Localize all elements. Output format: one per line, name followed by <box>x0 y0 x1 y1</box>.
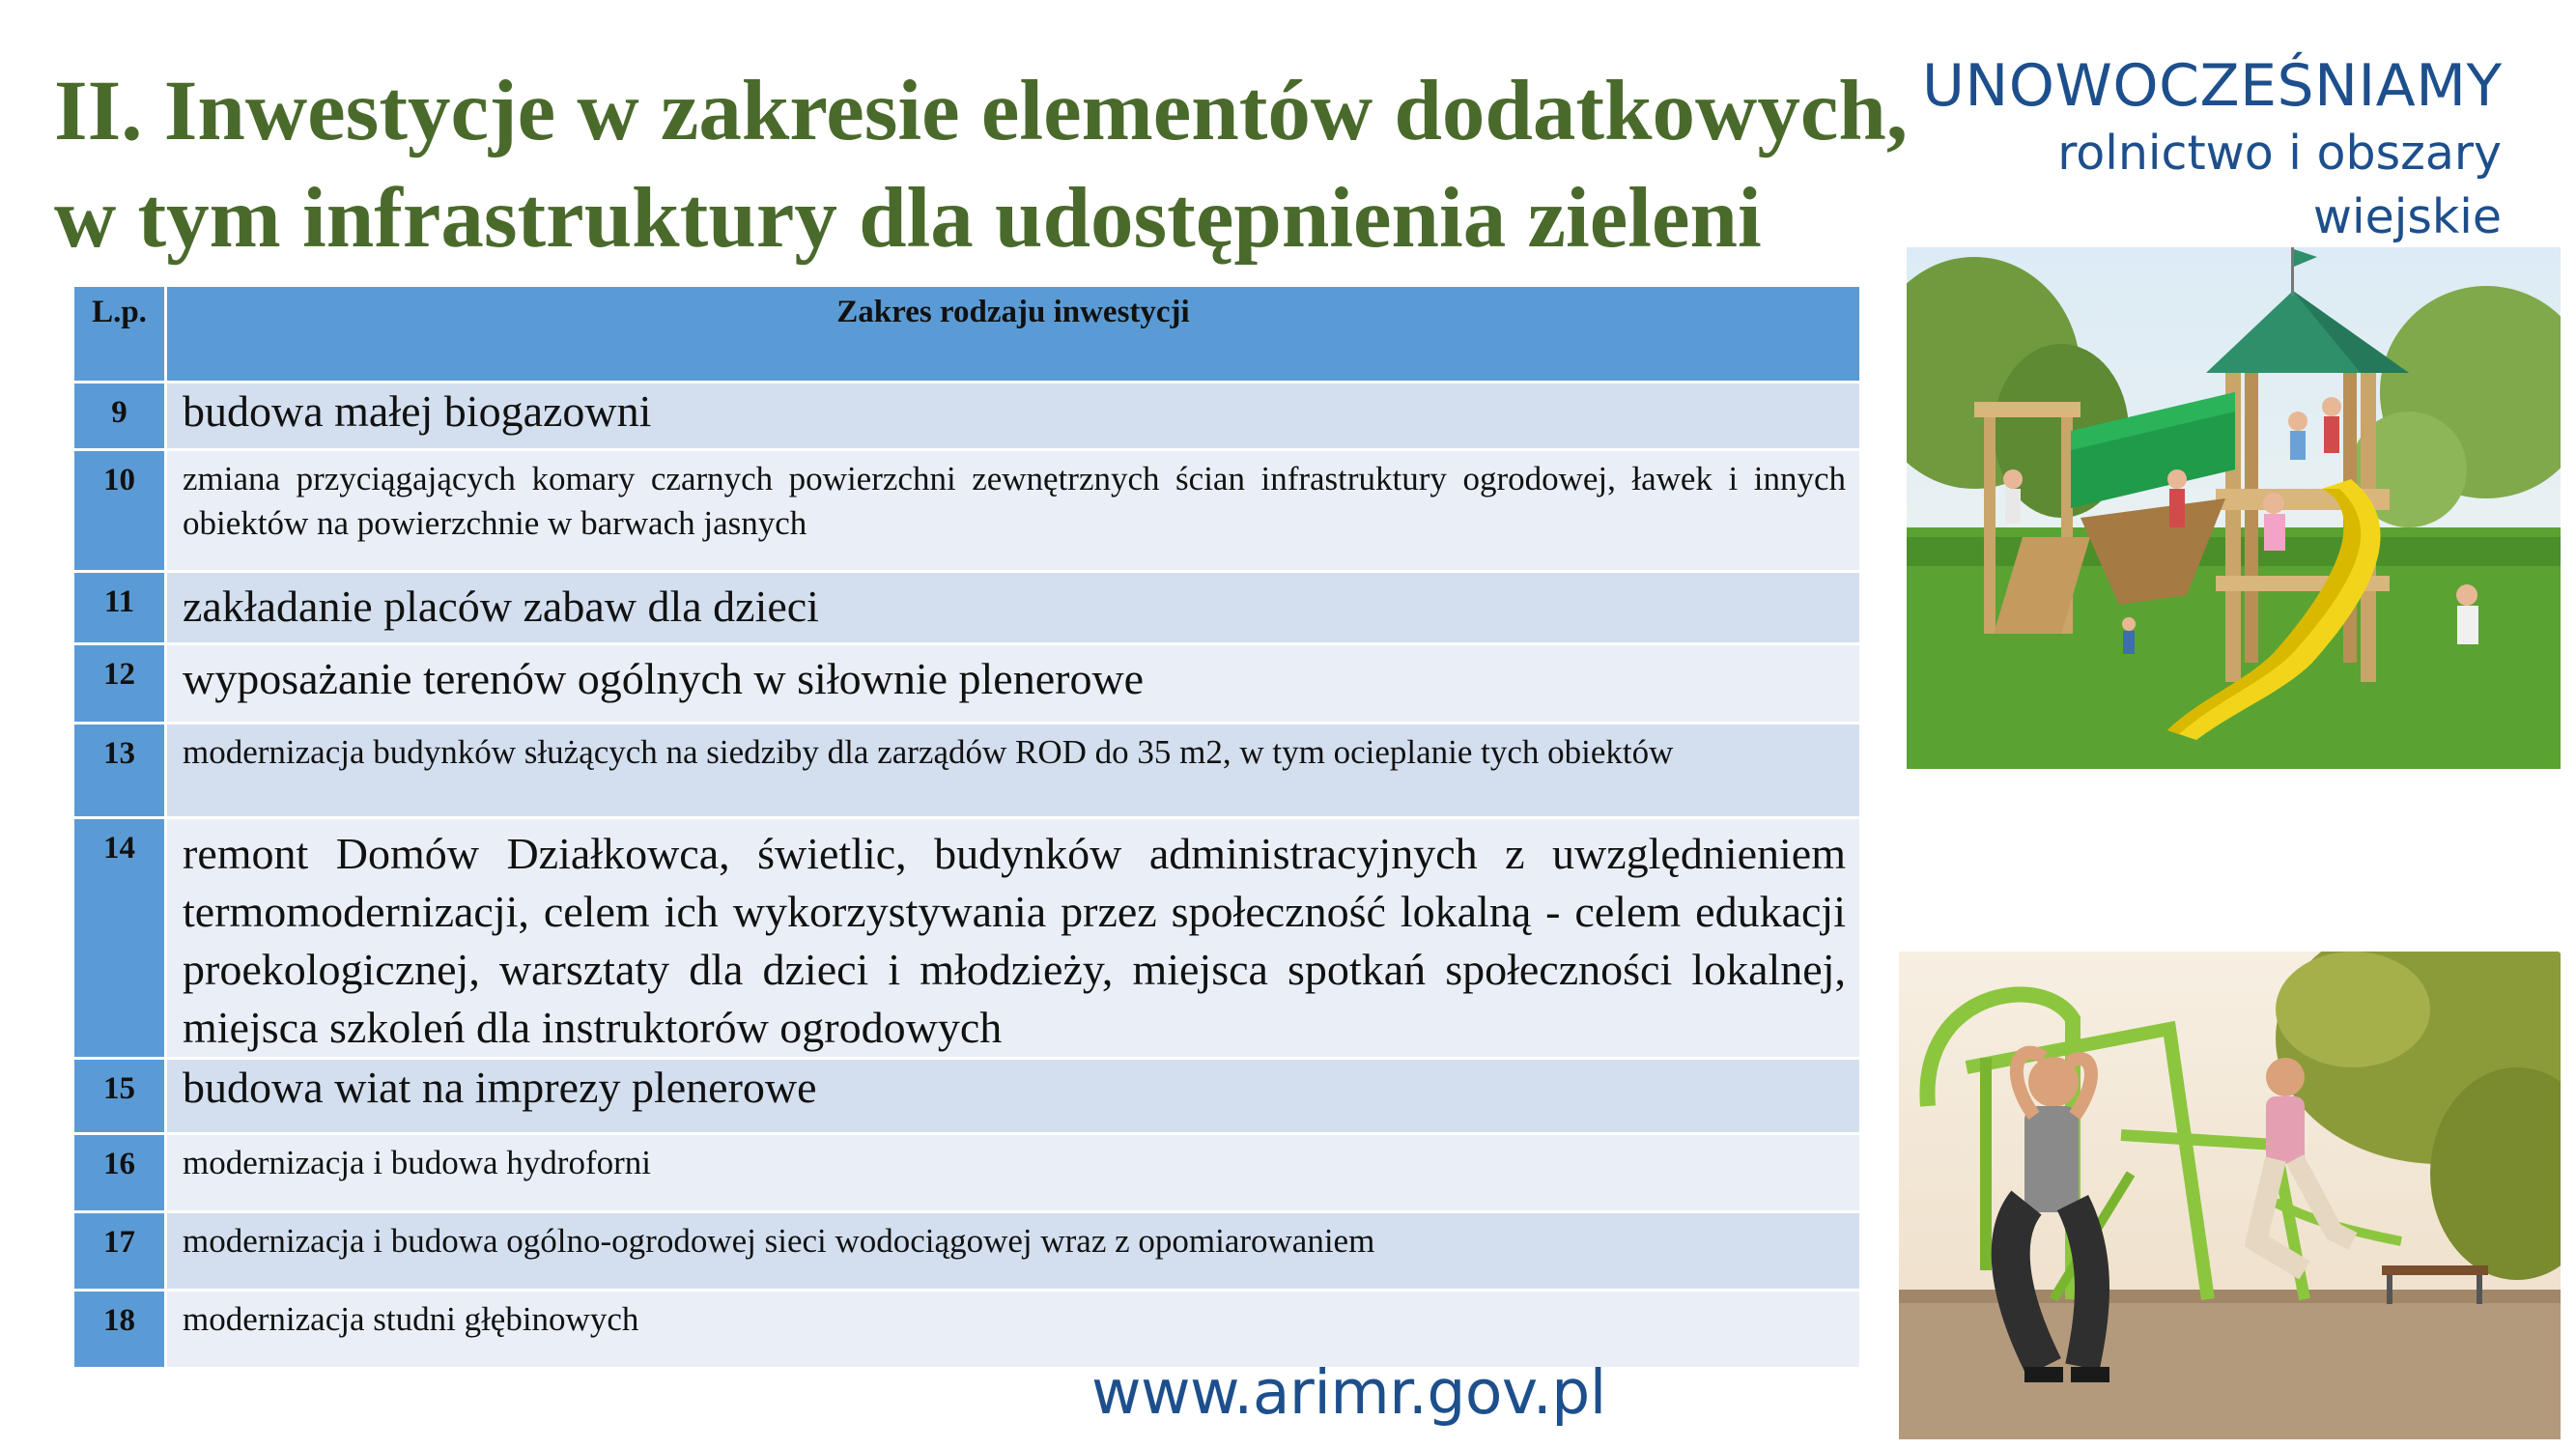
row-number: 15 <box>73 1059 166 1134</box>
outdoor-gym-illustration <box>1899 952 2561 1439</box>
page-title-line-1: II. Inwestycje w zakresie elementów dodatkowych, <box>54 64 1909 158</box>
row-number: 17 <box>73 1212 166 1291</box>
table-row <box>73 383 1861 450</box>
table-row <box>73 450 1861 572</box>
row-text: remont Domów Działkowca, świetlic, budynków administracyjnych z uwzględnieniem termomodernizacji, celem ich wykorzystywania przez społeczność lokalną - celem edukacji proekologicznej, warsztaty dla dzieci i młodzieży, miejsca spotkań społeczności lokalnej, miejsca szkoleń dla instruktorów ogrodowych <box>166 818 1861 1059</box>
brand-logo-line-1: UNOWOCZEŚNIAMY <box>1922 52 2503 120</box>
table-row <box>73 724 1861 818</box>
page-title-line-2: w tym infrastruktury dla udostępnienia zieleni <box>54 171 1762 266</box>
investment-table <box>71 284 1862 1370</box>
row-text: budowa małej biogazowni <box>166 383 1861 450</box>
row-number: 16 <box>73 1134 166 1212</box>
table-row <box>73 644 1861 724</box>
table-row <box>73 1059 1861 1134</box>
outdoor-gym-photo <box>1899 952 2561 1439</box>
row-text: zakładanie placów zabaw dla dzieci <box>166 572 1861 644</box>
row-number: 9 <box>73 383 166 450</box>
table-row <box>73 1212 1861 1291</box>
row-number: 14 <box>73 818 166 1059</box>
row-text: zmiana przyciągających komary czarnych powierzchni zewnętrznych ścian infrastruktury ogrodowej, ławek i innych obiektów na powierzchnie w barwach jasnych <box>166 450 1861 572</box>
row-text: modernizacja studni głębinowych <box>166 1291 1861 1369</box>
row-number: 10 <box>73 450 166 572</box>
row-number: 18 <box>73 1291 166 1369</box>
row-number: 11 <box>73 572 166 644</box>
brand-logo <box>1922 50 2502 249</box>
row-text: modernizacja i budowa hydroforni <box>166 1134 1861 1212</box>
row-text: budowa wiat na imprezy plenerowe <box>166 1059 1861 1134</box>
brand-logo-line-2: rolnictwo i obszary wiejskie <box>2057 126 2502 244</box>
row-text: modernizacja i budowa ogólno-ogrodowej sieci wodociągowej wraz z opomiarowaniem <box>166 1212 1861 1291</box>
page-title <box>54 58 1938 272</box>
footer-url[interactable]: www.arimr.gov.pl <box>1091 1357 1606 1428</box>
playground-photo <box>1907 247 2561 769</box>
table-header-row <box>73 286 1861 383</box>
table-row <box>73 572 1861 644</box>
row-number: 13 <box>73 724 166 818</box>
row-number: 12 <box>73 644 166 724</box>
row-text: modernizacja budynków służących na siedziby dla zarządów ROD do 35 m2, w tym ocieplanie tych obiektów <box>166 724 1861 818</box>
table-row <box>73 1134 1861 1212</box>
playground-illustration <box>1907 247 2561 769</box>
header-lp: L.p. <box>73 286 166 383</box>
row-text: wyposażanie terenów ogólnych w siłownie plenerowe <box>166 644 1861 724</box>
table-row <box>73 818 1861 1059</box>
header-scope: Zakres rodzaju inwestycji <box>166 286 1861 383</box>
